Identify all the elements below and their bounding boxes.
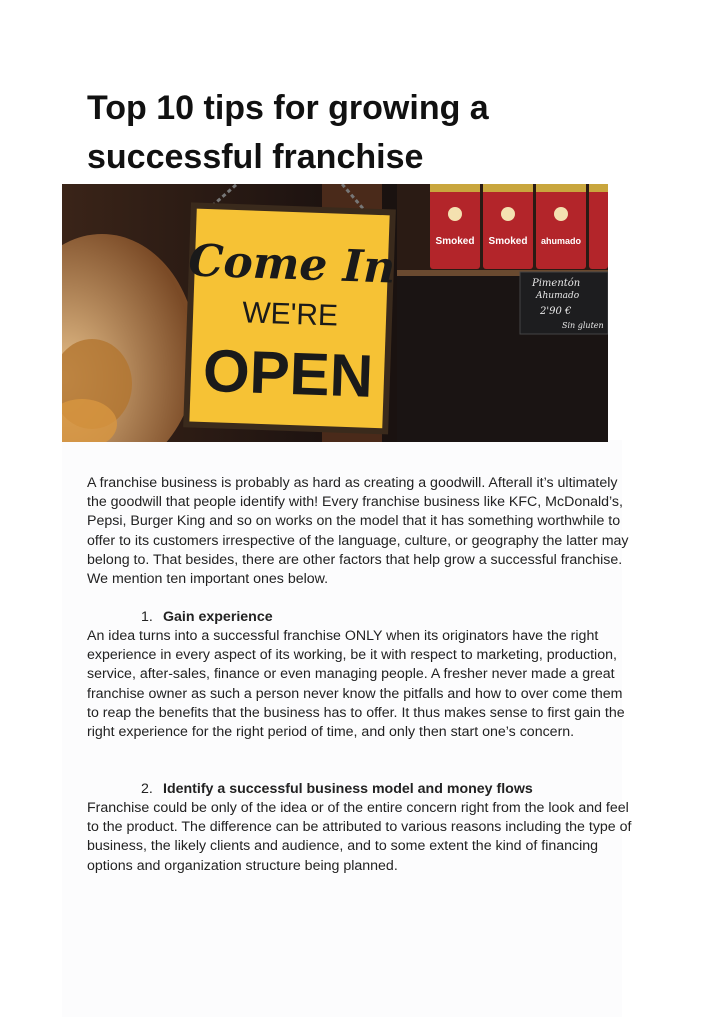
tip-title: Identify a successful business model and money flows bbox=[163, 781, 533, 797]
tip-number: 2. bbox=[141, 781, 153, 797]
chalk-line-1: Pimentón bbox=[532, 278, 581, 289]
open-sign bbox=[183, 202, 398, 434]
spice-jars bbox=[430, 184, 608, 269]
jar-label: Smoked bbox=[488, 236, 528, 247]
tip-heading bbox=[141, 608, 273, 627]
tip-heading bbox=[141, 780, 533, 799]
sign-line-2: WE'RE bbox=[241, 296, 339, 333]
tip-body: Franchise could be only of the idea or of the entire concern right from the look and feel to the product. The difference can be attributed to various reasons including the type of business, the likely clients and audience, and to some extent the kind of financing options and organization structure being planned. bbox=[87, 800, 632, 874]
hero-image bbox=[62, 184, 608, 442]
chalk-price: 2'90 € bbox=[540, 306, 572, 317]
article-title: Top 10 tips for growing a successful franchise bbox=[87, 89, 489, 176]
sign-line-1: Come In bbox=[187, 235, 397, 294]
intro-paragraph: A franchise business is probably as hard as creating a goodwill. Afterall it’s ultimately the goodwill that people identify with! Every franchise business like KFC, McDonald’s, Pepsi, Burger King and so on works on the model that it has something worthwhile to offer to its customers irrespective of the language, culture, or geography the latter may belong to. That besides, there are other factors that help grow a successful franchise. We mention ten important ones below. bbox=[87, 475, 629, 588]
chalk-line-2: Ahumado bbox=[536, 291, 580, 301]
jar-label: Smoked bbox=[435, 236, 475, 247]
tip-title: Gain experience bbox=[163, 609, 273, 625]
tip-body: An idea turns into a successful franchise ONLY when its originators have the right experience in every aspect of its working, be it with respect to marketing, production, service, after-sales, finance or even managing people. A fresher never made a great franchise owner as such a person never know the pitfalls and how to over come them to reap the benefits that the business has to offer. It thus makes sense to first gain the right experience for the right period of time, and only then start one’s concern. bbox=[87, 628, 625, 741]
sign-line-3: OPEN bbox=[201, 336, 375, 410]
chalkboard-tag bbox=[520, 272, 608, 334]
jar-label-alt: ahumado bbox=[540, 236, 582, 246]
chalk-note: Sin gluten bbox=[562, 321, 604, 330]
tip-number: 1. bbox=[141, 609, 153, 625]
